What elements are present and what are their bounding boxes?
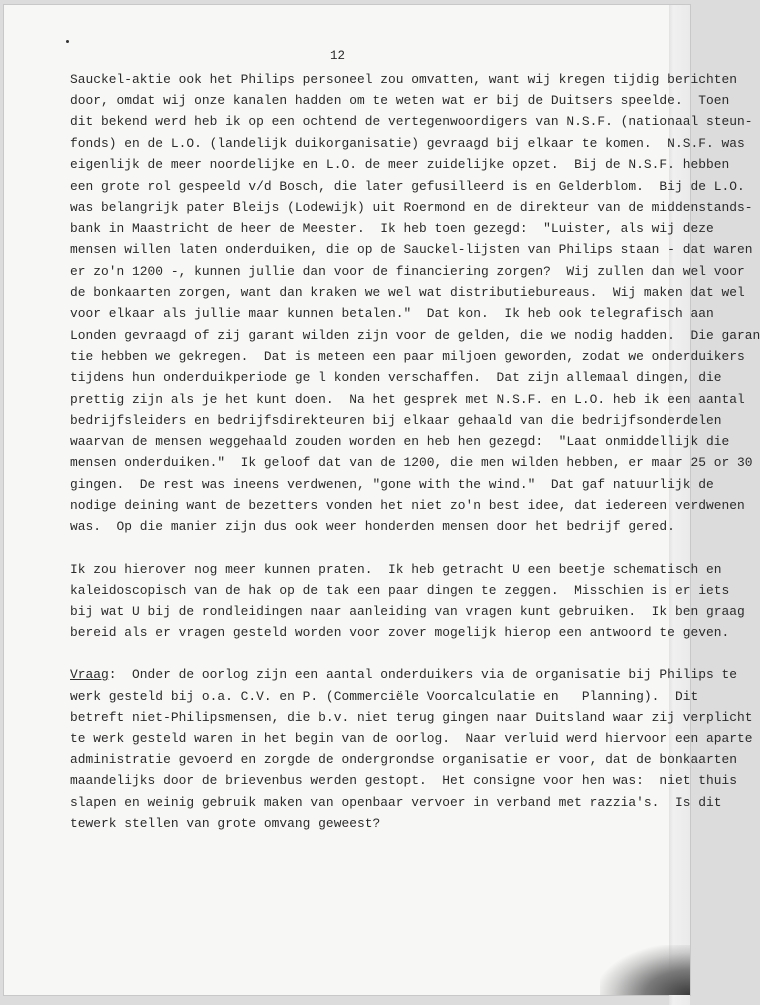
text-line: administratie gevoerd en zorgde de ondergrondse organisatie er voor, dat de bonkaarten xyxy=(70,752,737,767)
text-line: Sauckel-aktie ook het Philips personeel zou omvatten, want wij kregen tijdig berichten xyxy=(70,72,737,87)
text-line: dit bekend werd heb ik op een ochtend de vertegenwoordigers van N.S.F. (nationaal steun- xyxy=(70,114,753,129)
text-line: te werk gesteld waren in het begin van de oorlog. Naar verluid werd hiervoor een aparte xyxy=(70,731,753,746)
text-line: waarvan de mensen weggehaald zouden worden en heb hen gezegd: "Laat onmiddellijk die xyxy=(70,434,730,449)
text-line: Londen gevraagd of zij garant wilden zijn voor de gelden, die we nodig hadden. Die garan xyxy=(70,328,760,343)
text-line: werk gesteld bij o.a. C.V. en P. (Commerciële Voorcalculatie en Planning). Dit xyxy=(70,689,699,704)
text-line: er zo'n 1200 -, kunnen jullie dan voor de financiering zorgen? Wij zullen dan wel voor xyxy=(70,264,745,279)
text-line: kaleidoscopisch van de hak op de tak een paar dingen te zeggen. Misschien is er iets xyxy=(70,583,730,598)
text-line: een grote rol gespeeld v/d Bosch, die later gefusilleerd is en Gelderblom. Bij de L.O. xyxy=(70,179,745,194)
text-line: was belangrijk pater Bleijs (Lodewijk) uit Roermond en de direkteur van de middenstands- xyxy=(70,200,753,215)
text-line: gingen. De rest was ineens verdwenen, "gone with the wind." Dat gaf natuurlijk de xyxy=(70,477,714,492)
text-line: mensen willen laten onderduiken, die op de Sauckel-lijsten van Philips staan - dat waren xyxy=(70,242,753,257)
text-line: tie hebben we gekregen. Dat is meteen een paar miljoen geworden, zodat we onderduikers xyxy=(70,349,745,364)
document-page xyxy=(4,5,760,995)
text-line: eigenlijk de meer noordelijke en L.O. de meer zuidelijke opzet. Bij de N.S.F. hebben xyxy=(70,157,730,172)
question-label: Vraag xyxy=(70,667,109,682)
text-line: door, omdat wij onze kanalen hadden om te weten wat er bij de Duitsers speelde. Toen xyxy=(70,93,730,108)
text-line: voor elkaar als jullie maar kunnen betalen." Dat kon. Ik heb ook telegrafisch aan xyxy=(70,306,714,321)
question-first-line-text: : Onder de oorlog zijn een aantal onderduikers via de organisatie bij Philips te xyxy=(108,667,737,682)
question-first-line xyxy=(70,667,737,682)
text-line: bedrijfsleiders en bedrijfsdirekteuren bij elkaar gehaald van die bedrijfsonderdelen xyxy=(70,413,722,428)
text-line: prettig zijn als je het kunt doen. Na het gesprek met N.S.F. en L.O. heb ik een aantal xyxy=(70,392,745,407)
text-line: slapen en weinig gebruik maken van openbaar vervoer in verband met razzia's. Is dit xyxy=(70,795,722,810)
text-line: tijdens hun onderduikperiode ge l konden verschaffen. Dat zijn allemaal dingen, die xyxy=(70,370,722,385)
page-number: 12 xyxy=(330,49,346,63)
text-line: betreft niet-Philipsmensen, die b.v. niet terug gingen naar Duitsland waar zij verplicht xyxy=(70,710,753,725)
text-line: maandelijks door de brievenbus werden gestopt. Het consigne voor hen was: niet thuis xyxy=(70,773,737,788)
text-line: fonds) en de L.O. (landelijk duikorganisatie) gevraagd bij elkaar te komen. N.S.F. was xyxy=(70,136,745,151)
text-line: bank in Maastricht de heer de Meester. Ik heb toen gezegd: "Luister, als wij deze xyxy=(70,221,714,236)
text-line: was. Op die manier zijn dus ook weer honderden mensen door het bedrijf gered. xyxy=(70,519,675,534)
text-line: bij wat U bij de rondleidingen naar aanleiding van vragen kunt gebruiken. Ik ben graag xyxy=(70,604,745,619)
text-line: mensen onderduiken." Ik geloof dat van de 1200, die men wilden hebben, er maar 25 or 30 xyxy=(70,455,753,470)
margin-mark xyxy=(66,40,69,43)
text-line: Ik zou hierover nog meer kunnen praten. Ik heb getracht U een beetje schematisch en xyxy=(70,562,722,577)
text-line: bereid als er vragen gesteld worden voor zover mogelijk hierop een antwoord te geven. xyxy=(70,625,730,640)
text-line: de bonkaarten zorgen, want dan kraken we wel wat distributiebureaus. Wij maken dat wel xyxy=(70,285,745,300)
text-line: nodige deining want de bezetters vonden het niet zo'n best idee, dat iedereen verdwenen xyxy=(70,498,745,513)
text-line: tewerk stellen van grote omvang geweest? xyxy=(70,816,381,831)
scan-corner-shadow xyxy=(600,945,690,995)
